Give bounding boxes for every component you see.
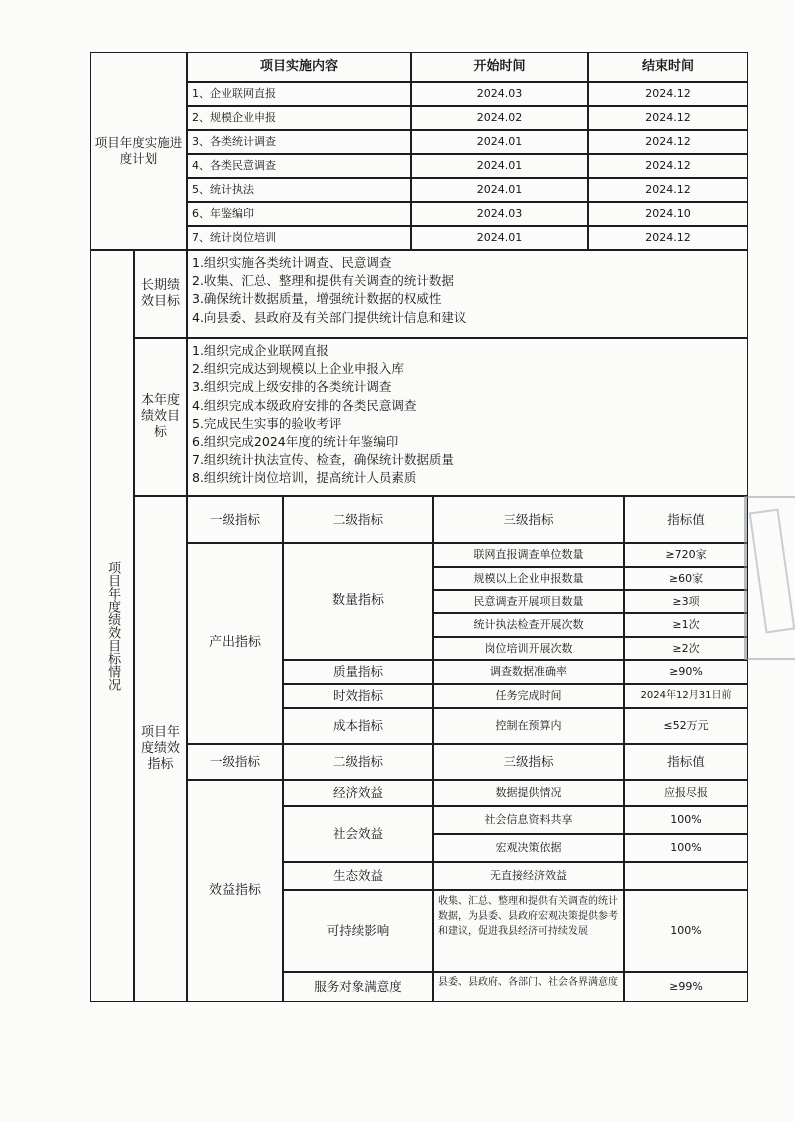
progress-row-end: 2024.10 <box>588 202 748 226</box>
annual-goal-item: 2.组织完成达到规模以上企业申报入库 <box>192 361 404 377</box>
economic-benefit-name: 数据提供情况 <box>433 780 624 806</box>
quantity-row-value: ≥720家 <box>624 543 748 567</box>
benefit-header-level2: 二级指标 <box>283 744 433 780</box>
benefit-header-level1: 一级指标 <box>187 744 283 780</box>
output-header-level2: 二级指标 <box>283 496 433 543</box>
progress-row-end: 2024.12 <box>588 130 748 154</box>
output-level1: 产出指标 <box>187 543 283 744</box>
indicator-label: 项目年度绩效指标 <box>134 496 187 1002</box>
ecological-benefit-label: 生态效益 <box>283 862 433 890</box>
cost-indicator-value: ≤52万元 <box>624 708 748 744</box>
quantity-row-name: 规模以上企业申报数量 <box>433 567 624 590</box>
timeliness-indicator-value: 2024年12月31日前 <box>624 684 748 708</box>
progress-row-start: 2024.01 <box>411 178 588 202</box>
benefit-header-level3: 三级指标 <box>433 744 624 780</box>
progress-row-end: 2024.12 <box>588 226 748 250</box>
quantity-indicator-label: 数量指标 <box>283 543 433 660</box>
cost-indicator-name: 控制在预算内 <box>433 708 624 744</box>
annual-performance-label: 项目年度绩效目标情况 <box>90 250 134 1002</box>
progress-row-content: 4、各类民意调查 <box>187 154 411 178</box>
progress-row-content: 2、规模企业申报 <box>187 106 411 130</box>
long-term-goal-item: 1.组织实施各类统计调查、民意调查 <box>192 255 392 270</box>
annual-goal-item: 6.组织完成2024年度的统计年鉴编印 <box>192 434 399 450</box>
quality-indicator-name: 调查数据准确率 <box>433 660 624 684</box>
quantity-row-value: ≥3项 <box>624 590 748 613</box>
annual-goal-item: 3.组织完成上级安排的各类统计调查 <box>192 379 392 395</box>
annual-goal-item: 5.完成民生实事的验收考评 <box>192 415 342 431</box>
quality-indicator-value: ≥90% <box>624 660 748 684</box>
long-term-goal-item: 3.确保统计数据质量，增强统计数据的权威性 <box>192 291 442 307</box>
long-term-goal-list <box>187 250 748 338</box>
progress-row-end: 2024.12 <box>588 154 748 178</box>
quantity-row-value: ≥1次 <box>624 613 748 637</box>
sustainable-impact-name: 收集、汇总、整理和提供有关调查的统计数据，为县委、县政府宏观决策提供参考和建议，促进我县经济可持续发展 <box>433 890 624 972</box>
social-benefit-label: 社会效益 <box>283 806 433 862</box>
progress-row-content: 7、统计岗位培训 <box>187 226 411 250</box>
quantity-row-value: ≥2次 <box>624 637 748 660</box>
progress-row-start: 2024.03 <box>411 202 588 226</box>
progress-row-content: 6、年鉴编印 <box>187 202 411 226</box>
economic-benefit-value: 应报尽报 <box>624 780 748 806</box>
annual-goal-item: 1.组织完成企业联网直报 <box>192 343 329 358</box>
progress-row-end: 2024.12 <box>588 82 748 106</box>
progress-header-start: 开始时间 <box>411 52 588 82</box>
progress-header-end: 结束时间 <box>588 52 748 82</box>
timeliness-indicator-name: 任务完成时间 <box>433 684 624 708</box>
performance-table <box>90 52 748 1002</box>
timeliness-indicator-label: 时效指标 <box>283 684 433 708</box>
long-term-goal-item: 2.收集、汇总、整理和提供有关调查的统计数据 <box>192 273 454 289</box>
progress-row-content: 5、统计执法 <box>187 178 411 202</box>
quality-indicator-label: 质量指标 <box>283 660 433 684</box>
benefit-level1: 效益指标 <box>187 780 283 1002</box>
progress-row-start: 2024.03 <box>411 82 588 106</box>
social-benefit-name: 社会信息资料共享 <box>433 806 624 834</box>
satisfaction-value: ≥99% <box>624 972 748 1002</box>
progress-row-content: 1、企业联网直报 <box>187 82 411 106</box>
sustainable-impact-label: 可持续影响 <box>283 890 433 972</box>
progress-row-start: 2024.01 <box>411 226 588 250</box>
social-benefit-value: 100% <box>624 806 748 834</box>
ecological-benefit-name: 无直接经济效益 <box>433 862 624 890</box>
progress-row-start: 2024.01 <box>411 130 588 154</box>
annual-goal-item: 7.组织统计执法宣传、检查，确保统计数据质量 <box>192 452 454 468</box>
quantity-row-name: 民意调查开展项目数量 <box>433 590 624 613</box>
progress-header-content: 项目实施内容 <box>187 52 411 82</box>
satisfaction-label: 服务对象满意度 <box>283 972 433 1002</box>
social-benefit-name: 宏观决策依据 <box>433 834 624 862</box>
economic-benefit-label: 经济效益 <box>283 780 433 806</box>
quantity-row-name: 统计执法检查开展次数 <box>433 613 624 637</box>
quantity-row-value: ≥60家 <box>624 567 748 590</box>
benefit-header-value: 指标值 <box>624 744 748 780</box>
progress-row-content: 3、各类统计调查 <box>187 130 411 154</box>
long-term-goal-label: 长期绩效目标 <box>134 250 187 338</box>
annual-goal-item: 8.组织统计岗位培训，提高统计人员素质 <box>192 470 417 486</box>
progress-row-start: 2024.02 <box>411 106 588 130</box>
annual-goal-label: 本年度绩效目标 <box>134 338 187 496</box>
progress-row-end: 2024.12 <box>588 106 748 130</box>
quantity-row-name: 联网直报调查单位数量 <box>433 543 624 567</box>
output-header-level3: 三级指标 <box>433 496 624 543</box>
long-term-goal-item: 4.向县委、县政府及有关部门提供统计信息和建议 <box>192 309 467 325</box>
cost-indicator-label: 成本指标 <box>283 708 433 744</box>
progress-row-end: 2024.12 <box>588 178 748 202</box>
satisfaction-name: 县委、县政府、各部门、社会各界满意度 <box>433 972 624 1002</box>
annual-goal-list <box>187 338 748 496</box>
annual-goal-item: 4.组织完成本级政府安排的各类民意调查 <box>192 397 417 413</box>
ecological-benefit-value <box>624 862 748 890</box>
quantity-row-name: 岗位培训开展次数 <box>433 637 624 660</box>
output-header-level1: 一级指标 <box>187 496 283 543</box>
social-benefit-value: 100% <box>624 834 748 862</box>
progress-plan-label: 项目年度实施进度计划 <box>90 52 187 250</box>
output-header-value: 指标值 <box>624 496 748 543</box>
sustainable-impact-value: 100% <box>624 890 748 972</box>
progress-row-start: 2024.01 <box>411 154 588 178</box>
